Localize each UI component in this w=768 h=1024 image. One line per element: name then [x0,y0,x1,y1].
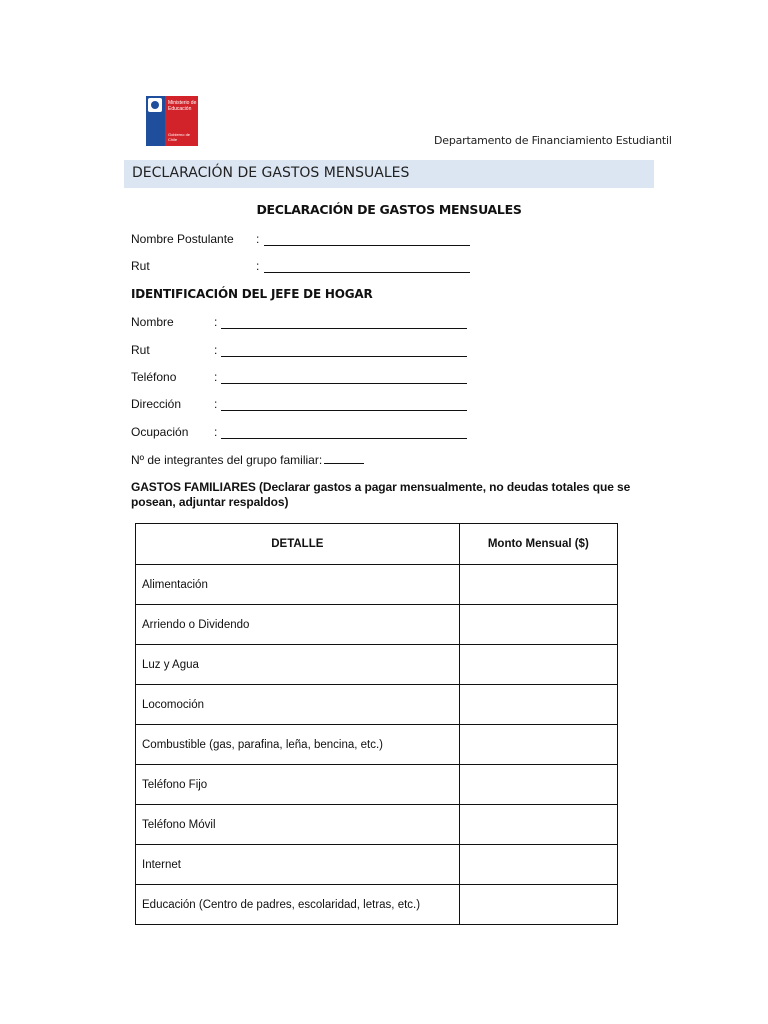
expense-amount-cell[interactable] [459,845,617,885]
expense-detail: Teléfono Fijo [136,765,460,805]
table-row [136,645,618,685]
applicant-name-field: Nombre Postulante : [131,232,471,248]
head-rut-label: Rut [131,343,150,357]
table-row [136,605,618,645]
expense-amount-cell[interactable] [459,885,617,925]
expense-detail: Teléfono Móvil [136,805,460,845]
head-name-field: Nombre : [131,315,471,331]
coat-of-arms-icon [148,98,162,112]
family-members-field [131,453,364,467]
table-row [136,805,618,845]
expense-detail: Alimentación [136,565,460,605]
ministry-logo [146,96,198,146]
expense-detail: Educación (Centro de padres, escolaridad, letras, etc.) [136,885,460,925]
expense-detail: Luz y Agua [136,645,460,685]
head-occupation-field: Ocupación : [131,425,471,441]
logo-text: Ministerio de Educación [168,100,197,112]
head-name-line[interactable] [221,328,467,329]
expenses-title: GASTOS FAMILIARES (Declarar gastos a pagar mensualmente, no deudas totales que se posean, adjuntar respaldos) [131,480,631,509]
expense-amount-cell[interactable] [459,805,617,845]
expense-amount-cell[interactable] [459,685,617,725]
applicant-rut-line[interactable] [264,272,470,273]
head-occupation-line[interactable] [221,438,467,439]
head-name-label: Nombre [131,315,174,329]
head-rut-field: Rut : [131,343,471,359]
table-row [136,845,618,885]
head-address-line[interactable] [221,410,467,411]
expense-amount-cell[interactable] [459,605,617,645]
expense-detail: Arriendo o Dividendo [136,605,460,645]
applicant-rut-field: Rut : [131,259,471,275]
head-phone-label: Teléfono [131,370,177,384]
table-row [136,725,618,765]
applicant-name-line[interactable] [264,245,470,246]
head-occupation-label: Ocupación [131,425,189,439]
applicant-name-label: Nombre Postulante [131,232,234,246]
expense-detail: Locomoción [136,685,460,725]
table-row [136,565,618,605]
expense-amount-cell[interactable] [459,645,617,685]
applicant-rut-label: Rut [131,259,150,273]
expense-amount-cell[interactable] [459,565,617,605]
head-rut-line[interactable] [221,356,467,357]
expense-detail: Combustible (gas, parafina, leña, bencina, etc.) [136,725,460,765]
table-row [136,765,618,805]
detail-header: DETALLE [136,524,460,565]
head-address-label: Dirección [131,397,182,411]
expenses-table [135,523,618,925]
expense-amount-cell[interactable] [459,765,617,805]
table-row [136,685,618,725]
family-members-line[interactable] [324,453,364,464]
expense-detail: Internet [136,845,460,885]
head-of-household-title: IDENTIFICACIÓN DEL JEFE DE HOGAR [131,287,373,301]
department-name: Departamento de Financiamiento Estudiantil [434,134,672,147]
logo-subtext: Gobierno de Chile [168,132,191,142]
title-banner [124,160,654,188]
head-phone-line[interactable] [221,383,467,384]
table-row [136,885,618,925]
head-phone-field: Teléfono : [131,370,471,386]
expense-amount-cell[interactable] [459,725,617,765]
head-address-field: Dirección : [131,397,471,413]
document-title: DECLARACIÓN DE GASTOS MENSUALES [256,202,522,217]
amount-header: Monto Mensual ($) [459,524,617,565]
family-members-label: Nº de integrantes del grupo familiar: [131,453,323,467]
banner-title: DECLARACIÓN DE GASTOS MENSUALES [132,165,410,181]
table-header-row [136,524,618,565]
